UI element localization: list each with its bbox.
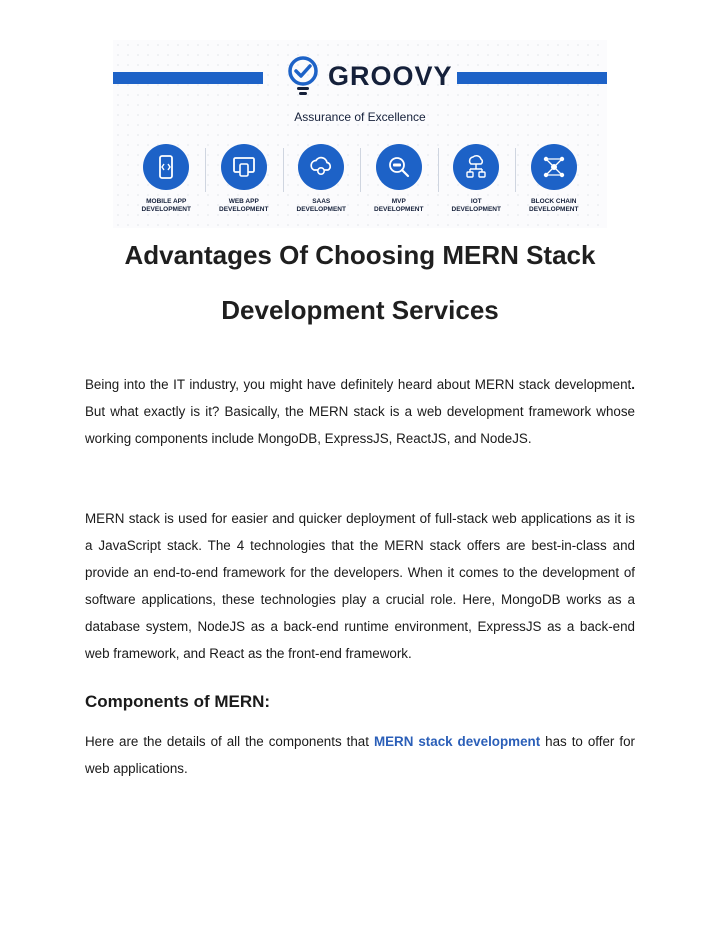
section-heading: Components of MERN: [85,692,271,711]
mobile-code-icon [153,154,179,180]
mern-stack-development-link[interactable]: MERN stack development [373,734,541,749]
brand-name: GROOVY [328,60,453,91]
web-app-icon [231,154,257,180]
blockchain-network-icon [541,154,567,180]
service-iot [438,144,516,214]
service-mobile-app [128,144,206,214]
service-mvp [360,144,438,214]
cloud-gear-icon [308,154,334,180]
service-label: WEB APP DEVELOPMENT [219,198,269,213]
groovy-logo [286,56,453,96]
mern-description-paragraph: MERN stack is used for easier and quicker deployment of full-stack web applications as it is a JavaScript stack. The 4 technologies that the MERN stack offers are best-in-class and provide an end-to-end framework for the developers. When it comes to the development of software applications, these technologies play a crucial role. Here, MongoDB works as a database system, NodeJS as a back-end runtime environment, ExpressJS as a back-end web framework, and React as the front-end framework. [85,511,635,661]
banner-stripe-left [113,72,263,84]
brand-tagline: Assurance of Excellence [294,110,426,124]
iot-cloud-icon [463,154,489,180]
hero-banner [113,40,607,228]
service-label: BLOCK CHAIN DEVELOPMENT [529,198,579,213]
service-label: MOBILE APP DEVELOPMENT [141,198,191,213]
lightbulb-check-icon [286,56,320,96]
service-saas [283,144,361,214]
service-web-app [205,144,283,214]
page-title-line-1: Advantages Of Choosing MERN Stack [124,240,596,270]
mvp-search-icon [386,154,412,180]
service-label: MVP DEVELOPMENT [374,198,424,213]
intro-paragraph: Being into the IT industry, you might have definitely heard about MERN stack development. But what exactly is it? Basically, the MERN stack is a web development framework whose working components include MongoDB, ExpressJS, ReactJS, and NodeJS. [85,377,635,446]
banner-stripe-right [457,72,607,84]
service-blockchain [515,144,593,214]
services-row [113,144,607,214]
components-intro-paragraph: Here are the details of all the components that MERN stack development has to offer for web applications. [85,734,635,776]
page-title-line-2: Development Services [221,295,499,325]
service-label: SAAS DEVELOPMENT [296,198,346,213]
service-label: IOT DEVELOPMENT [451,198,501,213]
